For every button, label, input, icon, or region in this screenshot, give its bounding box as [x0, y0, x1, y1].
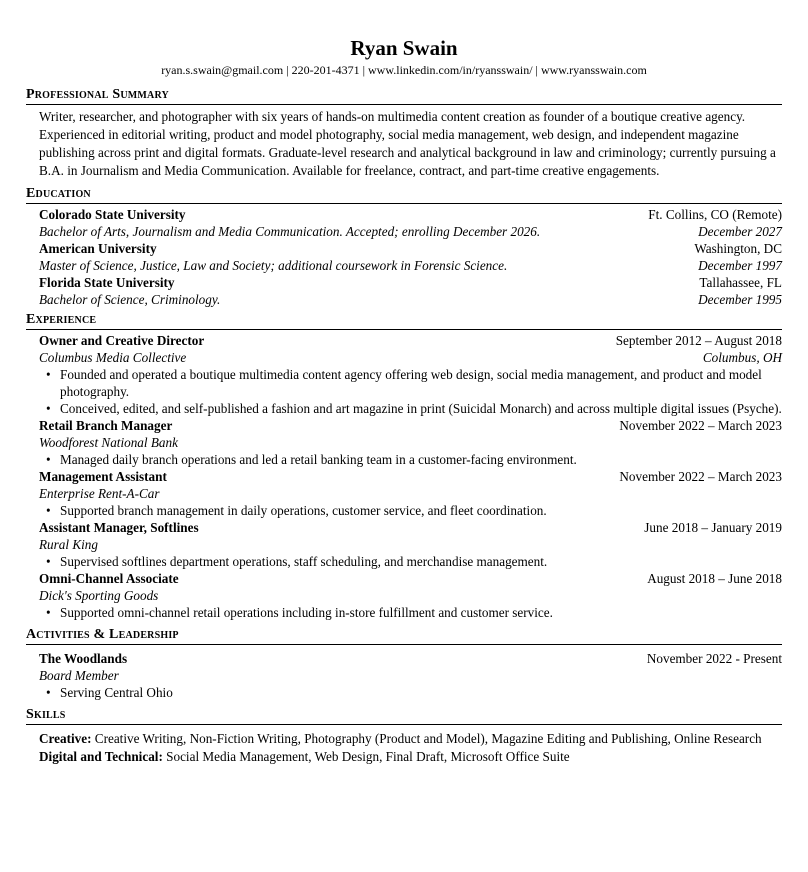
job-bullet: • Conceived, edited, and self-published a fashion and art magazine in print (Suicidal Monarch) and across multiple digital issues (Psyche). [60, 400, 782, 417]
contact-line: ryan.s.swain@gmail.com | 220-201-4371 | www.linkedin.com/in/ryansswain/ | www.ryansswain.com [161, 63, 647, 77]
degree-date: December 2027 [698, 224, 782, 239]
education-entry [39, 240, 782, 274]
activities-heading: Activities & Leadership [26, 627, 782, 645]
job-bullet: • Supported omni-channel retail operations including in-store fulfillment and customer service. [60, 604, 782, 621]
employer: Woodforest National Bank [39, 435, 178, 450]
employer: Columbus Media Collective [39, 350, 187, 365]
job-title: Management Assistant [39, 469, 167, 484]
degree: Bachelor of Science, Criminology. [39, 292, 221, 307]
job-location: Columbus, OH [702, 350, 782, 365]
experience-section [26, 312, 782, 621]
education-section [26, 186, 782, 308]
skill-text: Social Media Management, Web Design, Final Draft, Microsoft Office Suite [162, 749, 570, 764]
experience-entry [39, 468, 782, 519]
activity-dates: November 2022 - Present [646, 651, 782, 666]
education-entry [39, 206, 782, 240]
candidate-name: Ryan Swain [350, 36, 458, 60]
school-location: Tallahassee, FL [699, 275, 782, 290]
skills-heading: Skills [26, 707, 782, 725]
employer: Rural King [39, 537, 98, 552]
school-location: Washington, DC [694, 241, 782, 256]
school-name: American University [39, 241, 157, 256]
skill-text: Creative Writing, Non-Fiction Writing, Photography (Product and Model), Magazine Editing and Publishing, Online Research [91, 731, 762, 746]
school-name: Florida State University [39, 275, 175, 290]
activity-role: Board Member [39, 668, 119, 683]
job-bullet: • Managed daily branch operations and led a retail banking team in a customer-facing environment. [60, 451, 782, 468]
experience-heading: Experience [26, 312, 782, 330]
degree: Master of Science, Justice, Law and Society; additional coursework in Forensic Science. [39, 258, 508, 273]
degree-date: December 1995 [698, 292, 782, 307]
job-dates: September 2012 – August 2018 [615, 333, 782, 348]
summary-heading: Professional Summary [26, 87, 782, 105]
job-title: Assistant Manager, Softlines [39, 520, 199, 535]
summary-text: Writer, researcher, and photographer with six years of hands-on multimedia content creation as founder of a boutique creative agency. Experienced in editorial writing, product and model photography, social media management, web design, and independent magazine publishing across print and digital formats. Graduate-level research and analytical background in law and criminology; currently pursuing a B.A. in Journalism and Media Communication. Available for freelance, contract, and part-time creative engagements. [39, 109, 776, 178]
experience-entry [39, 332, 782, 417]
school-name: Colorado State University [39, 207, 186, 222]
skill-label: Digital and Technical: [39, 749, 163, 764]
job-dates: June 2018 – January 2019 [644, 520, 782, 535]
activities-section [26, 627, 782, 701]
job-title: Owner and Creative Director [39, 333, 205, 348]
job-bullet: • Supported branch management in daily operations, customer service, and fleet coordination. [60, 502, 782, 519]
experience-entry [39, 417, 782, 468]
skills-section [26, 707, 782, 766]
employer: Enterprise Rent-A-Car [39, 486, 160, 501]
skill-line [39, 748, 782, 766]
experience-entry [39, 519, 782, 570]
job-dates: August 2018 – June 2018 [647, 571, 782, 586]
job-bullet: • Supervised softlines department operations, staff scheduling, and merchandise management. [60, 553, 782, 570]
job-bullet: • Founded and operated a boutique multimedia content agency offering web design, social media management, and product and model photography. [60, 366, 782, 400]
summary-section [26, 87, 782, 180]
education-entry [39, 274, 782, 308]
degree-date: December 1997 [698, 258, 782, 273]
skill-line [39, 730, 782, 748]
job-title: Omni-Channel Associate [39, 571, 179, 586]
activity-org: The Woodlands [39, 651, 128, 666]
activity-bullet: • Serving Central Ohio [60, 684, 782, 701]
degree: Bachelor of Arts, Journalism and Media Communication. Accepted; enrolling December 2026. [39, 224, 541, 239]
education-heading: Education [26, 186, 782, 204]
school-location: Ft. Collins, CO (Remote) [648, 207, 782, 222]
job-dates: November 2022 – March 2023 [619, 469, 782, 484]
employer: Dick's Sporting Goods [39, 588, 159, 603]
skill-label: Creative: [39, 731, 92, 746]
experience-entry [39, 570, 782, 621]
job-dates: November 2022 – March 2023 [619, 418, 782, 433]
job-title: Retail Branch Manager [39, 418, 173, 433]
activity-entry [39, 650, 782, 701]
